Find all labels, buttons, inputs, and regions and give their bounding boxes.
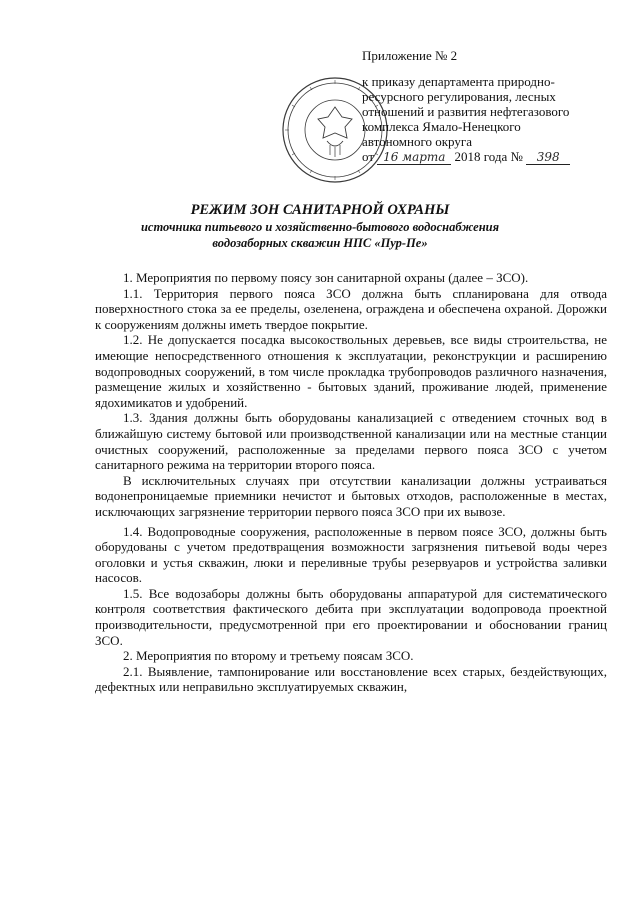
paragraph: 1. Мероприятия по первому поясу зон санитарной охраны (далее – ЗСО). [123, 270, 529, 285]
document-title: РЕЖИМ ЗОН САНИТАРНОЙ ОХРАНЫ [190, 202, 450, 218]
annex-block [362, 48, 612, 165]
annex-line: автономного округа [362, 134, 472, 149]
date-line [362, 149, 612, 165]
paragraph: 2. Мероприятия по второму и третьему поясам ЗСО. [123, 648, 414, 664]
paragraph: 1.2. Не допускается посадка высокоствольных деревьев, все виды строительства, не имеющие непосредственного отношения к эксплуатации, реконструкции и расширению водопроводных сооружений, в том числе прокладка трубопроводов различного назначения, размещение жилых и хозяйственно - бытовых зданий, проживание людей, применение ядохимикатов и удобрений. [95, 332, 607, 410]
year-text: 2018 года [454, 149, 508, 164]
handwritten-date: 16 марта [377, 151, 451, 165]
handwritten-number: 398 [526, 151, 570, 165]
number-label: № [510, 149, 523, 164]
date-prefix: от [362, 149, 375, 164]
paragraph: В исключительных случаях при отсутствии канализации должны устраиваться водонепроницаемые приемники нечистот и бытовых отходов, расположенные в местах, исключающих загрязнение территории первого пояса ЗСО при их вывозе. [95, 472, 607, 519]
annex-line: к приказу департамента природно- [362, 74, 555, 89]
annex-line: комплекса Ямало-Ненецкого [362, 119, 521, 134]
document-subtitle-line: источника питьевого и хозяйственно-бытового водоснабжения [140, 220, 500, 234]
paragraph: 1.4. Водопроводные сооружения, расположенные в первом поясе ЗСО, должны быть оборудованы с учетом предотвращения возможности загрязнения питьевой воды через оголовки и устья скважин, люки и переливные трубы резервуаров и устройства заливки насосов. [95, 523, 607, 586]
paragraph: 1.3. Здания должны быть оборудованы канализацией с отведением сточных вод в ближайшую систему бытовой или производственной канализации или на местные станции очистных сооружений, расположенные за пределами первого пояса ЗСО с учетом санитарного режима на территории второго пояса. [95, 410, 607, 473]
annex-line: отношений и развития нефтегазового [362, 104, 570, 119]
paragraph: 2.1. Выявление, тампонирование или восстановление всех старых, бездействующих, дефектных или неправильно эксплуатируемых скважин, [95, 663, 607, 695]
document-heading [95, 202, 545, 251]
paragraph: 1.1. Территория первого пояса ЗСО должна быть спланирована для отвода поверхностного стока за ее пределы, озеленена, ограждена и обеспечена охраной. Дорожки к сооружениям должны иметь твердое покрытие. [95, 285, 607, 332]
document-body [95, 270, 607, 695]
paragraph: 1.5. Все водозаборы должны быть оборудованы аппаратурой для систематического контроля соответствия фактического дебита при эксплуатации водопровода проектной производительности, предусмотренной при его проектировании и обосновании границ ЗСО. [95, 585, 607, 648]
annex-line: ресурсного регулирования, лесных [362, 89, 556, 104]
annex-title: Приложение № 2 [362, 48, 458, 63]
document-subtitle-line: водозаборных скважин НПС «Пур-Пе» [212, 236, 428, 250]
